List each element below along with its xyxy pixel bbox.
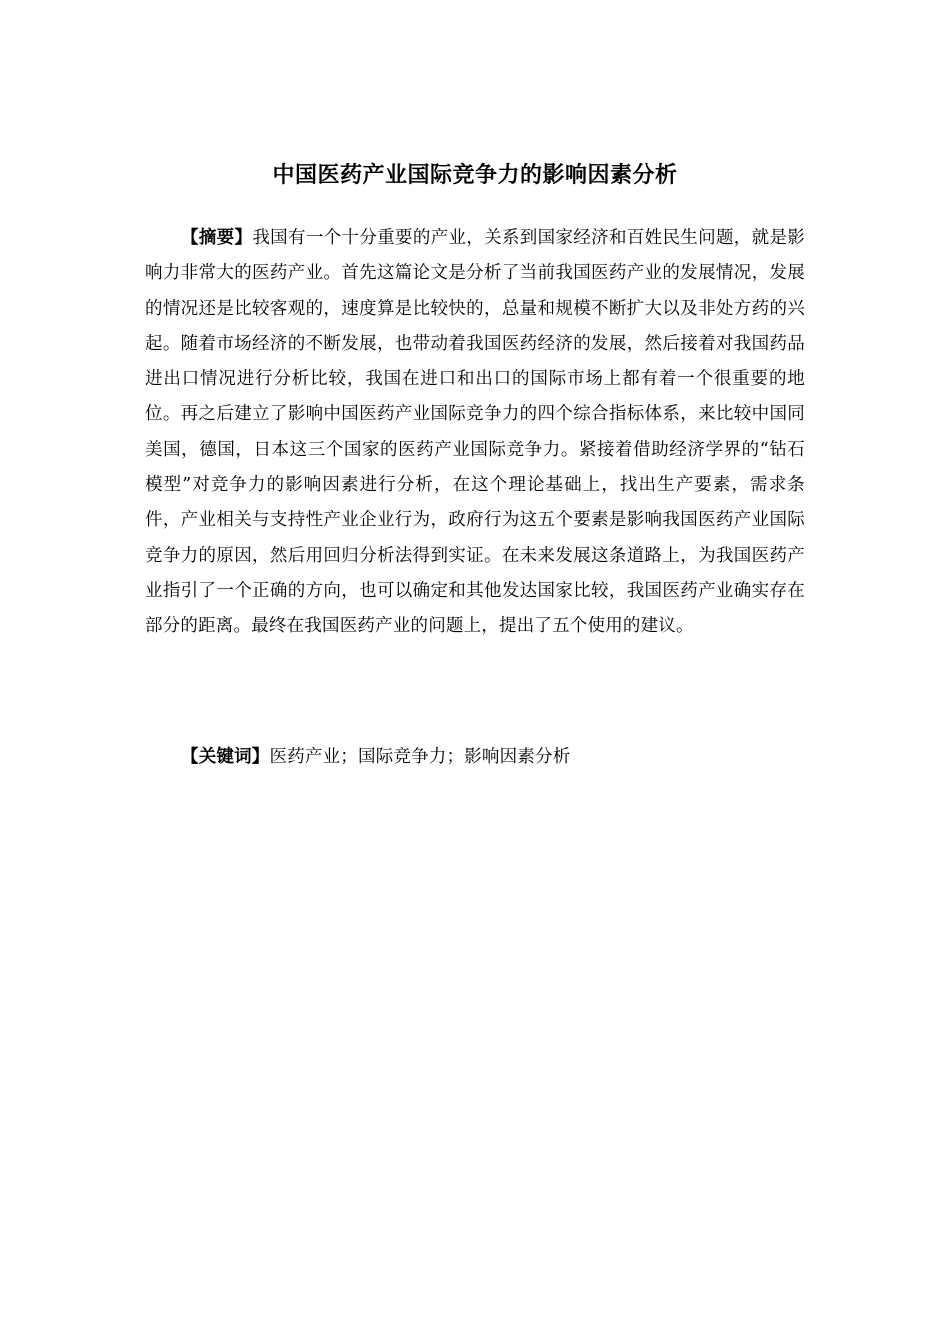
abstract-paragraph — [145, 221, 805, 645]
abstract-label: 【摘要】 — [181, 228, 253, 248]
keywords-text: 医药产业；国际竞争力；影响因素分析 — [269, 747, 571, 767]
document-title: 中国医药产业国际竞争力的影响因素分析 — [272, 163, 678, 188]
abstract-text: 我国有一个十分重要的产业，关系到国家经济和百姓民生问题，就是影响力非常大的医药产业。首先这篇论文是分析了当前我国医药产业的发展情况，发展的情况还是比较客观的，速度算是比较快的，总量和规模不断扩大以及非处方药的兴起。随着市场经济的不断发展，也带动着我国医药经济的发展，然后接着对我国药品进出口情况进行分析比较，我国在进口和出口的国际市场上都有着一个很重要的地位。再之后建立了影响中国医药产业国际竞争力的四个综合指标体系，来比较中国同美国，德国，日本这三个国家的医药产业国际竞争力。紧接着借助经济学界的“钻石模型”对竞争力的影响因素进行分析，在这个理论基础上，找出生产要素，需求条件，产业相关与支持性产业企业行为，政府行为这五个要素是影响我国医药产业国际竞争力的原因，然后用回归分析法得到实证。在未来发展这条道路上，为我国医药产业指引了一个正确的方向，也可以确定和其他发达国家比较，我国医药产业确实存在部分的距离。最终在我国医药产业的问题上，提出了五个使用的建议。 — [145, 228, 805, 637]
keywords-paragraph — [181, 740, 805, 775]
keywords-label: 【关键词】 — [181, 747, 270, 767]
